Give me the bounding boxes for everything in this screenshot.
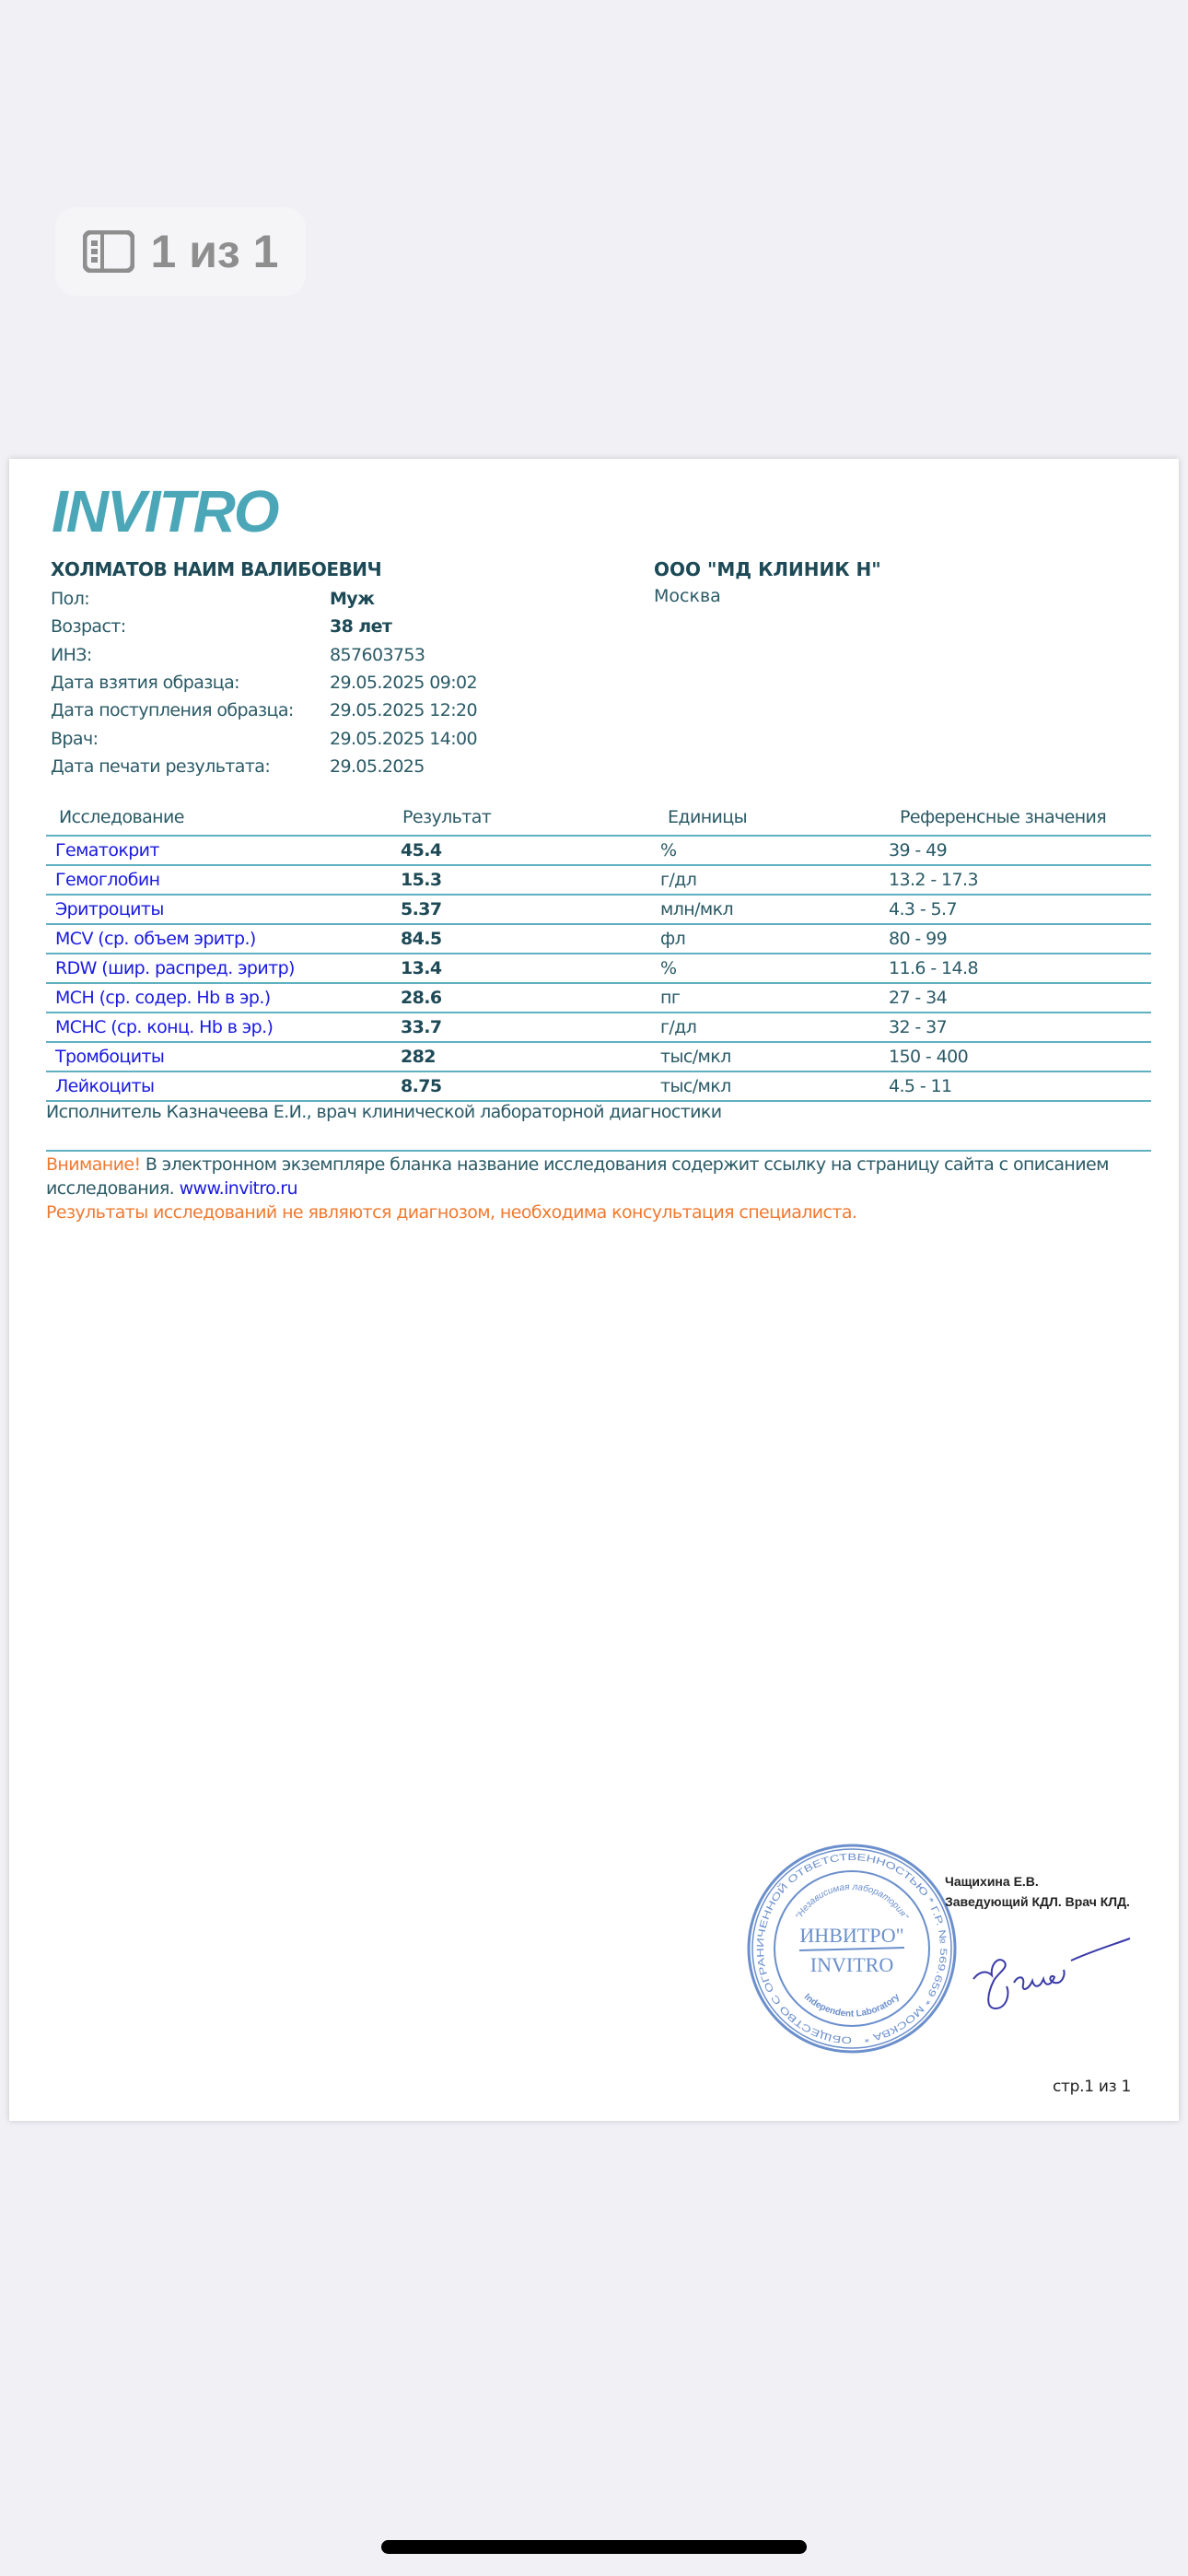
reference-range: 80 - 99 [889,929,948,949]
svg-text:"Независимая лаборатория" [794,1882,910,1922]
results-body [46,837,1151,1102]
test-name-link[interactable]: Эритроциты [55,899,164,919]
lab-stamp [746,1843,958,2055]
reference-range: 27 - 34 [889,988,948,1008]
clinic-city: Москва [654,586,721,606]
result-value: 15.3 [401,870,442,890]
stamp-inner-top: "Независимая лаборатория" [794,1881,910,1922]
signer-title: Заведующий КДЛ. Врач КЛД. [945,1894,1130,1909]
divider [46,1150,1151,1152]
result-units: тыс/мкл [660,1047,731,1067]
header-test: Исследование [59,807,184,827]
reference-range: 150 - 400 [889,1047,969,1067]
executor-line: Исполнитель Казначеева Е.И., врач клинической лабораторной диагностики [46,1102,722,1122]
info-value: 29.05.2025 12:20 [330,700,477,721]
result-row [46,1013,1151,1043]
result-row [46,925,1151,954]
notice-disclaimer: Результаты исследований не являются диагнозом, необходима консультация специалиста. [46,1202,857,1223]
page-number: стр.1 из 1 [1053,2078,1131,2096]
patient-info-row [51,724,603,752]
info-value: 29.05.2025 [330,755,425,777]
result-value: 13.4 [401,958,442,978]
result-value: 28.6 [401,988,442,1008]
result-units: г/дл [660,1017,697,1037]
info-label: Дата печати результата: [51,755,271,777]
result-units: млн/мкл [660,899,734,919]
test-name-link[interactable]: RDW (шир. распред. эритр) [55,958,295,978]
patient-info [51,585,603,780]
result-row [46,1072,1151,1102]
stamp-inner-bottom: Independent Laboratory [801,1992,903,2020]
result-row [46,866,1151,896]
test-name-link[interactable]: MCHC (ср. конц. Hb в эр.) [55,1017,274,1037]
sidebar-thumbnails-icon [83,230,134,273]
handwritten-signature [962,1924,1147,2025]
test-name-link[interactable]: MCH (ср. содер. Hb в эр.) [55,988,271,1008]
result-units: % [660,958,677,978]
test-name-link[interactable]: MCV (ср. объем эритр.) [55,929,256,949]
result-value: 5.37 [401,899,442,919]
info-value: 29.05.2025 09:02 [330,673,477,694]
result-row [46,954,1151,984]
document-page [9,459,1179,2121]
info-label: Возраст: [51,616,126,638]
info-value: 857603753 [330,644,425,665]
reference-range: 32 - 37 [889,1017,948,1037]
info-value: 38 лет [330,616,392,638]
patient-name: ХОЛМАТОВ НАИМ ВАЛИБОЕВИЧ [51,558,382,580]
result-units: г/дл [660,870,697,890]
invitro-logo: INVITRO [52,478,278,544]
patient-info-row [51,585,603,613]
info-label: Дата поступления образца: [51,700,294,721]
reference-range: 11.6 - 14.8 [889,958,978,978]
header-reference: Референсные значения [900,807,1107,827]
result-units: пг [660,988,681,1008]
info-value: Муж [330,589,375,610]
header-units: Единицы [668,807,747,827]
signer-block [945,1871,1130,1912]
info-label: Врач: [51,728,99,749]
test-name-link[interactable]: Лейкоциты [55,1076,155,1096]
result-value: 8.75 [401,1076,442,1096]
test-name-link[interactable]: Тромбоциты [55,1047,165,1067]
test-name-link[interactable]: Гематокрит [55,840,159,861]
patient-info-row [51,697,603,724]
patient-info-row [51,613,603,640]
info-value: 29.05.2025 14:00 [330,728,477,749]
notice [46,1153,1160,1224]
patient-info-row [51,753,603,780]
result-units: фл [660,929,686,949]
svg-text:Independent Laboratory [802,1992,902,2020]
reference-range: 39 - 49 [889,840,948,861]
invitro-link[interactable]: www.invitro.ru [179,1178,297,1199]
stamp-center-en: INVITRO [809,1953,894,1976]
result-units: тыс/мкл [660,1076,731,1096]
reference-range: 4.5 - 11 [889,1076,952,1096]
results-table [46,800,1151,1102]
result-row [46,896,1151,925]
result-row [46,984,1151,1013]
page-counter-label: 1 из 1 [150,226,279,277]
signer-name: Чащихина Е.В. [945,1874,1039,1889]
notice-warning-label: Внимание! [46,1154,141,1175]
result-value: 33.7 [401,1017,442,1037]
reference-range: 4.3 - 5.7 [889,899,957,919]
clinic-name: ООО "МД КЛИНИК Н" [654,558,881,580]
test-name-link[interactable]: Гемоглобин [55,870,160,890]
result-value: 45.4 [401,840,442,861]
results-header [46,800,1151,837]
notice-text: В электронном экземпляре бланка название исследования содержит ссылку на страницу сайта с описанием исследования. [46,1154,1109,1199]
header-result: Результат [402,807,492,827]
info-label: Пол: [51,589,90,610]
stamp-center-ru: ИНВИТРО" [799,1924,904,1947]
info-label: ИНЗ: [51,644,92,665]
home-indicator[interactable] [381,2540,807,2554]
reference-range: 13.2 - 17.3 [889,870,978,890]
patient-info-row [51,669,603,697]
info-label: Дата взятия образца: [51,673,239,694]
stamp-outer-text: ОБЩЕСТВО С ОГРАНИЧЕННОЙ ОТВЕТСТВЕННОСТЬЮ * Г.Р. № 569.659 * МОСКВА * [754,1851,949,2046]
result-value: 84.5 [401,929,442,949]
result-row [46,837,1151,866]
page-counter[interactable] [55,207,306,296]
result-units: % [660,840,677,861]
result-row [46,1043,1151,1072]
result-value: 282 [401,1047,436,1067]
patient-info-row [51,641,603,669]
